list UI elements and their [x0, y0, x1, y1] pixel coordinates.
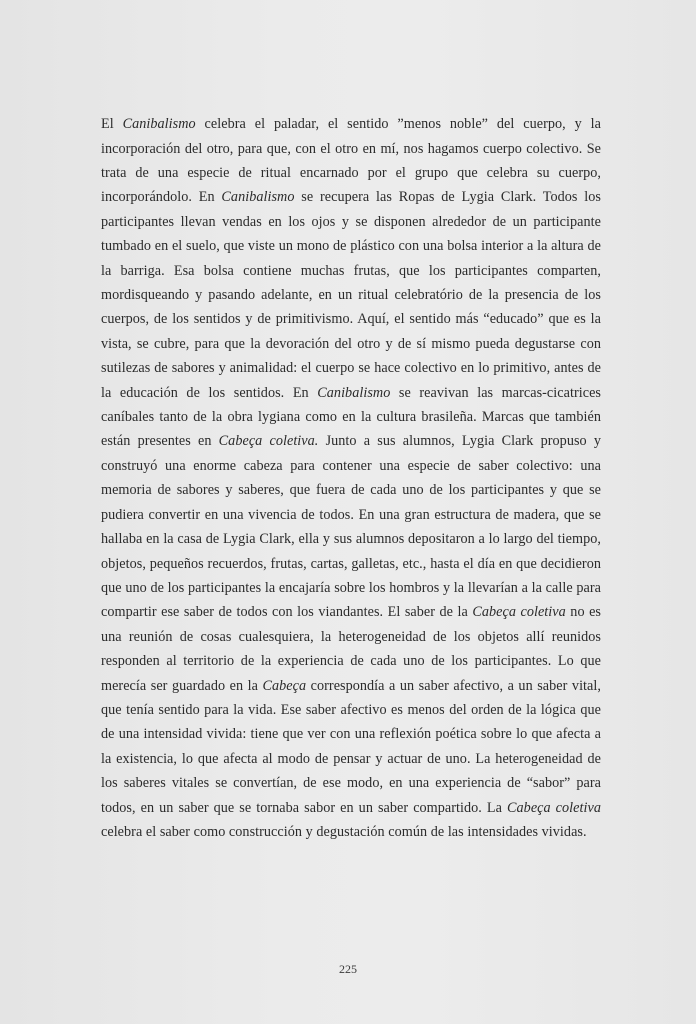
italic-title: Canibalismo — [122, 116, 196, 133]
text-run: celebra el paladar, el sentido ”menos noble” del cuerpo, y la incorporación del otro, para que, con el otro en mí, nos hagamos cuerpo colectivo. Se trata de una especie de ritual encarnado por el grupo que celebra su cuerpo, incorporándolo. En — [101, 116, 601, 206]
page-number: 225 — [339, 962, 357, 976]
italic-title: Canibalismo — [317, 384, 391, 401]
text-run: se recupera las Ropas de Lygia Clark. Todos los participantes llevan vendas en los ojos y se disponen alrededor de un participante tumbado en el suelo, que viste un mono de plástico con una bolsa interior a la altura de la barriga. Esa bolsa contiene muchas frutas, que los participantes comparten, mordisqueando y pasando adelante, en un ritual celebratório de la presencia de los cuerpos, de los sentidos y de primitivismo. Aquí, el sentido más “educado” que es la vista, se cubre, para que la devoración del otro y de sí mismo pueda degustarse con sutilezas de sabores y animalidad: el cuerpo se hace colectivo en lo primitivo, antes de la educación de los sentidos. En — [101, 189, 601, 401]
italic-title: Cabeça — [262, 677, 307, 694]
text-run: no es una reunión de cosas cualesquiera, la heterogeneidad de los objetos allí reunidos responden al territorio de la experiencia de cada uno de los participantes. Lo que merecía ser guardado en la — [101, 604, 601, 694]
italic-title: Cabeça coletiva. — [218, 433, 319, 450]
italic-title: Canibalismo — [221, 189, 295, 206]
text-run: El — [101, 116, 123, 133]
italic-title: Cabeça coletiva — [507, 799, 601, 816]
text-run: Junto a sus alumnos, Lygia Clark propuso y construyó una enorme cabeza para contener una especie de saber colectivo: una memoria de sabores y saberes, que fuera de cada uno de los participantes y que se pudiera convertir en una vivencia de todos. En una gran estructura de madera, que se hallaba en la casa de Lygia Clark, ella y sus alumnos depositaron a lo largo del tiempo, objetos, pequeños recuerdos, frutas, cartas, galletas, etc., hasta el día en que decidieron que uno de los participantes la encajaría sobre los hombros y la llevarían a la calle para compartir ese saber de todos con los viandantes. El saber de la — [101, 433, 601, 621]
body-paragraph — [101, 112, 601, 844]
text-run: correspondía a un saber afectivo, a un saber vital, que tenía sentido para la vida. Ese saber afectivo es menos del orden de la lógica que de una intensidad vivida: tiene que ver con una reflexión poética sobre lo que afecta a la existencia, lo que afecta al modo de pensar y actuar de uno. La heterogeneidad de los saberes vitales se convertían, de ese modo, en una experiencia de “sabor” para todos, en un saber que se tornaba sabor en un saber compartido. La — [101, 677, 601, 816]
text-run: se reavivan las marcas-cicatrices caníbales tanto de la obra lygiana como en la cultura brasileña. Marcas que también están presentes en — [101, 384, 601, 450]
text-run: celebra el saber como construcción y degustación común de las intensidades vividas. — [101, 823, 587, 840]
italic-title: Cabeça coletiva — [472, 604, 566, 621]
